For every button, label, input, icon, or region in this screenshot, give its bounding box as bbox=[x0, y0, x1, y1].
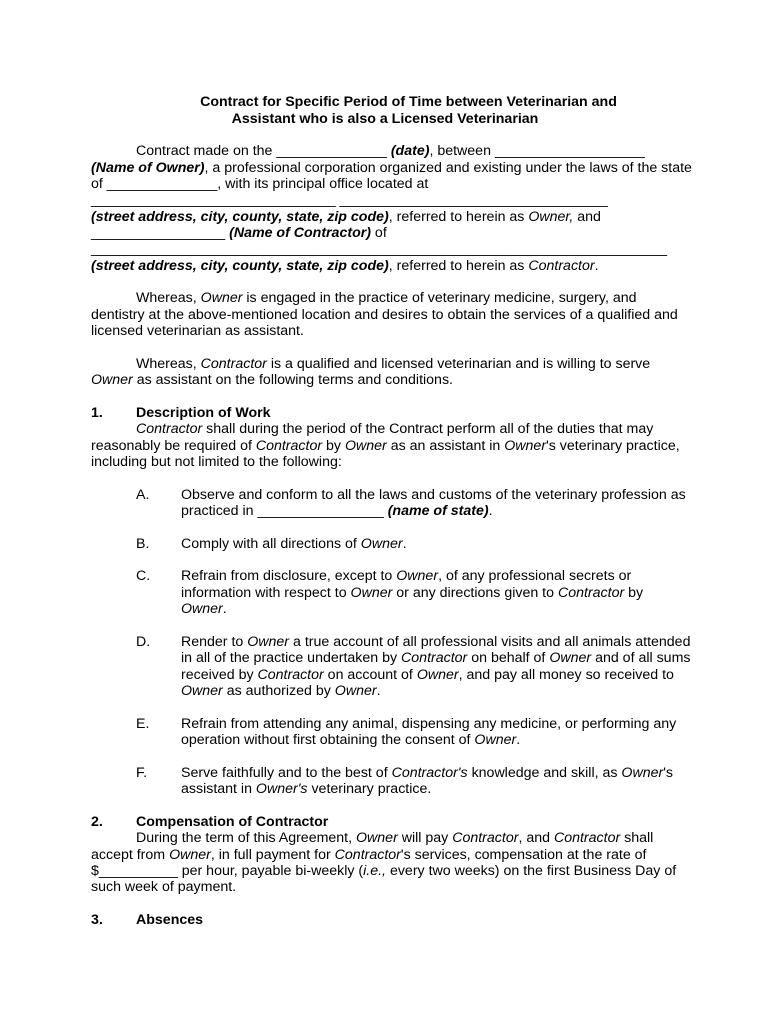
whereas-2-line-1: Whereas, Contractor is a qualified and licensed veterinarian and is willing to serve bbox=[136, 356, 651, 372]
section-2-number: 2. bbox=[91, 814, 103, 830]
item-d-line-2: in all of the practice undertaken by Contractor on behalf of Owner and of all sums bbox=[181, 650, 691, 666]
section-3-number: 3. bbox=[91, 912, 103, 928]
intro-address-blank-2: _________________________________________________________________________ bbox=[91, 241, 667, 257]
intro-line-6: _________________ (Name of Contractor) of bbox=[91, 225, 387, 241]
section-1-number: 1. bbox=[91, 405, 103, 421]
whereas-1-line-1: Whereas, Owner is engaged in the practice of veterinary medicine, surgery, and bbox=[136, 290, 637, 306]
section-2-line-3: $__________ per hour, payable bi-weekly (i.e., every two weeks) on the first Business Day of bbox=[91, 863, 677, 879]
section-1-heading: Description of Work bbox=[136, 405, 271, 421]
section-1-line-3: including but not limited to the following: bbox=[91, 454, 342, 470]
section-3-heading: Absences bbox=[136, 912, 204, 928]
intro-line-5: (street address, city, county, state, zip code), referred to herein as Owner, and bbox=[91, 209, 601, 225]
item-a-line-2: practiced in ________________ (name of state). bbox=[181, 503, 493, 519]
intro-address-blanks: _______________________________ __________________________________ bbox=[91, 192, 608, 208]
title-line-1: Contract for Specific Period of Time between Veterinarian and bbox=[200, 94, 617, 110]
section-2-line-4: such week of payment. bbox=[91, 879, 237, 895]
item-c-line-1: Refrain from disclosure, except to Owner, of any professional secrets or bbox=[181, 568, 632, 584]
item-e-letter: E. bbox=[136, 716, 150, 732]
item-c-line-2: information with respect to Owner or any directions given to Contractor by bbox=[181, 585, 644, 601]
intro-line-2: (Name of Owner), a professional corporation organized and existing under the laws of the state bbox=[91, 160, 692, 176]
item-f-letter: F. bbox=[136, 765, 148, 781]
intro-line-8: (street address, city, county, state, zip code), referred to herein as Contractor. bbox=[91, 258, 599, 274]
item-e-line-2: operation without first obtaining the consent of Owner. bbox=[181, 732, 521, 748]
item-d-line-3: received by Contractor on account of Owner, and pay all money so received to bbox=[181, 667, 674, 683]
whereas-1-line-3: licensed veterinarian as assistant. bbox=[91, 323, 304, 339]
intro-line-3: of ______________, with its principal office located at bbox=[91, 176, 429, 192]
section-1-line-2: reasonably be required of Contractor by Owner as an assistant in Owner's veterinary practice, bbox=[91, 438, 680, 454]
item-d-letter: D. bbox=[136, 634, 151, 650]
section-1-line-1: Contractor shall during the period of the Contract perform all of the duties that may bbox=[136, 421, 654, 437]
intro-line-1: Contract made on the ______________ (date), between ___________________ bbox=[136, 143, 645, 159]
section-2-line-2: accept from Owner, in full payment for Contractor's services, compensation at the rate of bbox=[91, 847, 647, 863]
title-line-2: Assistant who is also a Licensed Veterinarian bbox=[231, 111, 539, 127]
item-c-letter: C. bbox=[136, 568, 151, 584]
item-b-line-1: Comply with all directions of Owner. bbox=[181, 536, 407, 552]
whereas-1-line-2: dentistry at the above-mentioned location and desires to obtain the services of a qualified and bbox=[91, 307, 678, 323]
section-2-line-1: During the term of this Agreement, Owner will pay Contractor, and Contractor shall bbox=[136, 830, 654, 846]
item-a-line-1: Observe and conform to all the laws and customs of the veterinary profession as bbox=[181, 487, 686, 503]
whereas-2-line-2: Owner as assistant on the following terms and conditions. bbox=[91, 372, 453, 388]
item-e-line-1: Refrain from attending any animal, dispensing any medicine, or performing any bbox=[181, 716, 677, 732]
item-c-line-3: Owner. bbox=[181, 601, 227, 617]
item-d-line-1: Render to Owner a true account of all professional visits and all animals attended bbox=[181, 634, 691, 650]
item-d-line-4: Owner as authorized by Owner. bbox=[181, 683, 381, 699]
item-a-letter: A. bbox=[136, 487, 150, 503]
section-2-heading: Compensation of Contractor bbox=[136, 814, 329, 830]
item-f-line-2: assistant in Owner's veterinary practice. bbox=[181, 781, 432, 797]
item-b-letter: B. bbox=[136, 536, 150, 552]
item-f-line-1: Serve faithfully and to the best of Contractor's knowledge and skill, as Owner's bbox=[181, 765, 674, 781]
